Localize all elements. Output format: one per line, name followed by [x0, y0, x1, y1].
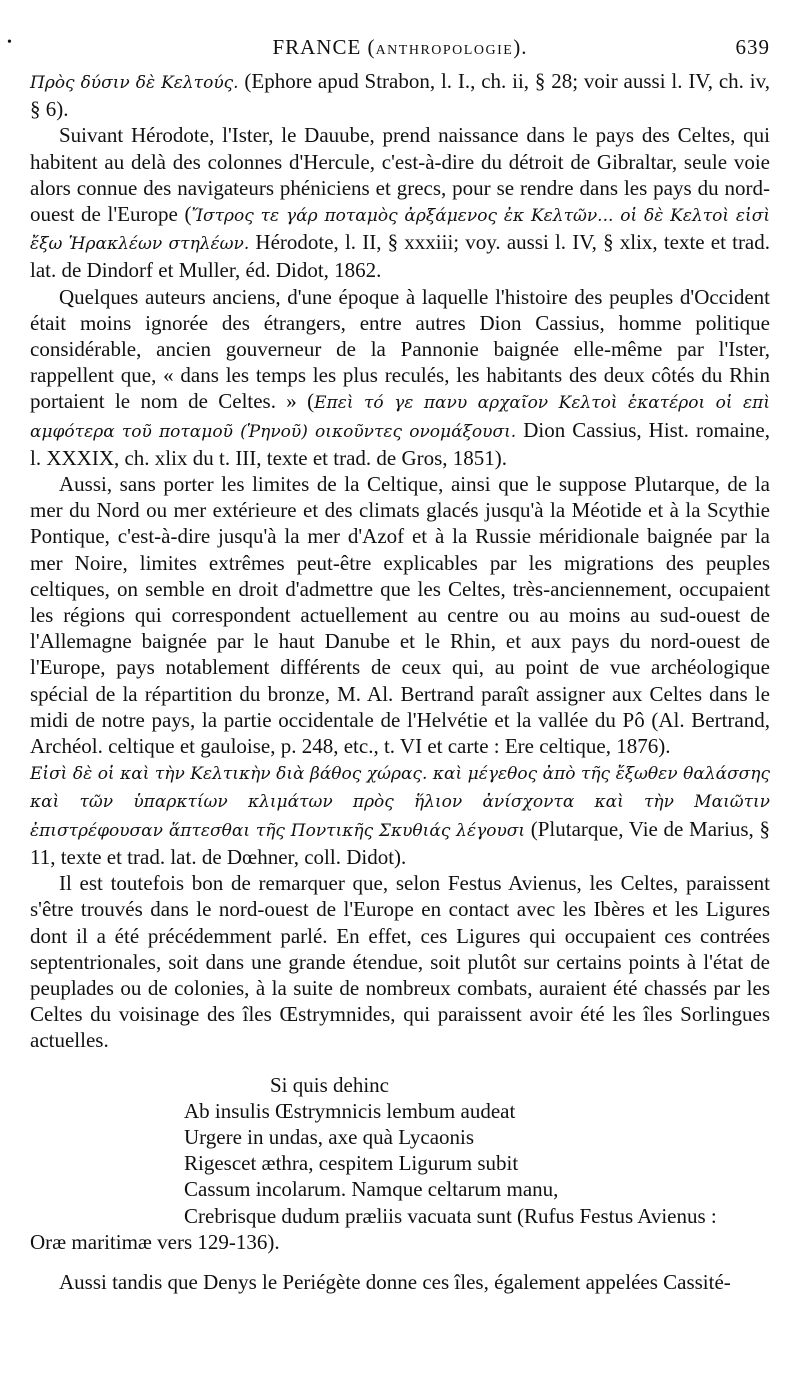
- greek-quote: Πρὸς δύσιν δὲ Κελτούς.: [30, 73, 239, 93]
- page-number: 639: [735, 35, 770, 59]
- verse-line: Rigescet æthra, cespitem Ligurum subit: [184, 1151, 519, 1176]
- header-title: FRANCE (ANTHROPOLOGIE).: [272, 35, 528, 59]
- greek-quote: Εἰσὶ δὲ οἱ καὶ τὴν Κελτικὴν διὰ βάθος χώρας. καὶ μέγεθος ἀπὸ τῆς ἔξωθεν θαλάσσης καὶ τῶν ὑπαρκτίων κλιμάτων πρὸς ἥλιον ἀνίσχοντα καὶ τὴν Μαιῶτιν ἐπιστρέφουσαν ἅπτεσθαι τῆς Ποντικῆς Σκυθιάς λέγουσι: [30, 764, 770, 841]
- running-header: [30, 34, 770, 68]
- verse-line: Si quis dehinc: [270, 1072, 389, 1097]
- paragraph-5: Εἰσὶ δὲ οἱ καὶ τὴν Κελτικὴν διὰ βάθος χώρας. καὶ μέγεθος ἀπὸ τῆς ἔξωθεν θαλάσσης καὶ τῶν ὑπαρκτίων κλιμάτων πρὸς ἥλιον ἀνίσχοντα καὶ τὴν Μαιῶτιν ἐπιστρέφουσαν ἅπτεσθαι τῆς Ποντικῆς Σκυθιάς λέγουσι (Plutarque, Vie de Marius, § 11, texte et trad. lat. de Dœhner, coll. Didot).: [30, 764, 770, 869]
- paragraph-2: Suivant Hérodote, l'Ister, le Dauube, prend naissance dans le pays des Celtes, qui habitent au delà des colonnes d'Hercule, c'est-à-dire du détroit de Gibraltar, seule voie alors connue des navigateurs phéniciens et grecs, pour se rendre dans les pays du nord-ouest de l'Europe (Ἴστρος τε γάρ ποταμὸς ἀρξάμενος ἐκ Κελτῶν... οἱ δὲ Κελτοὶ εἰσὶ ἔξω Ἡρακλέων στηλέων. Hérodote, l. II, § xxxiii; voy. aussi l. IV, § xlix, texte et trad. lat. de Dindorf et Muller, éd. Didot, 1862.: [30, 123, 771, 283]
- paragraph-3: Quelques auteurs anciens, d'une époque à laquelle l'histoire des peuples d'Occident était moins ignorée des étrangers, entre autres Dion Cassius, homme politique considérable, ancien gouverneur de la Pannonie baignée elle-même par l'Ister, rappellent que, « dans les temps les plus reculés, les habitants des deux côtés du Rhin portaient le nom de Celtes. » (Επεὶ τό γε πανυ αρχαῖον Κελτοὶ ἑκατέροι οἱ επὶ αμφότερα τοῦ ποταμοῦ (Ῥηνοῦ) οικοῦντες ονομάξουσι. Dion Cassius, Hist. romaine, l. XXXIX, ch. xlix du t. III, texte et trad. de Gros, 1851).: [30, 284, 771, 470]
- paragraph-4: Aussi, sans porter les limites de la Celtique, ainsi que le suppose Plutarque, de la mer du Nord ou mer extérieure et des climats glacés jusqu'à la Méotide et à la Scythie Pontique, c'est-à-dire jusqu'à la mer d'Azof et à la Russie méridionale baignée par la mer Noire, limites extrêmes peut-être explicables par les migrations des peuples celtiques, on semble en droit d'admettre que les Celtes, très-anciennement, occupaient les régions qui correspondent actuellement au centre ou au moins au sud-ouest de l'Allemagne baignée par le haut Danube et le Rhin, et aux pays du nord-ouest de l'Europe, pays notablement différents de ceux qui, au point de vue archéologique spécial de la répartition du bronze, M. Al. Bertrand paraît assigner aux Celtes dans le midi de notre pays, la partie occidentale de l'Helvétie et la vallée du Pô (Al. Bertrand, Archéol. celtique et gauloise, p. 248, etc., t. VI et carte : Ere celtique, 1876).: [30, 472, 770, 759]
- verse-line: Urgere in undas, axe quà Lycaonis: [184, 1124, 475, 1149]
- paragraph-7: Aussi tandis que Denys le Periégète donne ces îles, également appelées Cassité-: [59, 1269, 731, 1294]
- verse-citation: Oræ maritimæ vers 129-136).: [30, 1229, 280, 1254]
- paragraph-6: Il est toutefois bon de remarquer que, selon Festus Avienus, les Celtes, paraissent s'être trouvés dans le nord-ouest de l'Europe en contact avec les Ibères et les Ligures dont il a été précédemment parlé. En effet, ces Ligures qui occupaient ces contrées septentrionales, soit dans une grande étendue, soit plutôt sur certains points à l'état de peuplades ou de colonies, à la suite de nombreux combats, auraient été chassés par les Celtes du voisinage des îles Œstrymnides, qui paraissent avoir été les îles Sorlingues actuelles.: [30, 871, 770, 1053]
- greek-quote: Επεὶ τό γε πανυ αρχαῖον Κελτοὶ ἑκατέροι οἱ επὶ αμφότερα τοῦ ποταμοῦ (Ῥηνοῦ) οικοῦντες ονομάξουσι.: [30, 393, 770, 442]
- margin-dot: •: [7, 35, 12, 50]
- verse-line: Ab insulis Œstrymnicis lembum audeat: [184, 1098, 516, 1123]
- verse-line: Cassum incolarum. Namque celtarum manu,: [184, 1177, 559, 1202]
- greek-quote: Ἴστρος τε γάρ ποταμὸς ἀρξάμενος ἐκ Κελτῶν... οἱ δὲ Κελτοὶ εἰσὶ ἔξω Ἡρακλέων στηλέων.: [30, 206, 770, 255]
- verse-quote: [30, 1072, 770, 1255]
- verse-line: Crebrisque dudum præliis vacuata sunt (Rufus Festus Avienus :: [184, 1203, 717, 1228]
- paragraph-1: Πρὸς δύσιν δὲ Κελτούς. (Ephore apud Strabon, l. I., ch. ii, § 28; voir aussi l. IV, ch. iv, § 6).: [30, 69, 770, 122]
